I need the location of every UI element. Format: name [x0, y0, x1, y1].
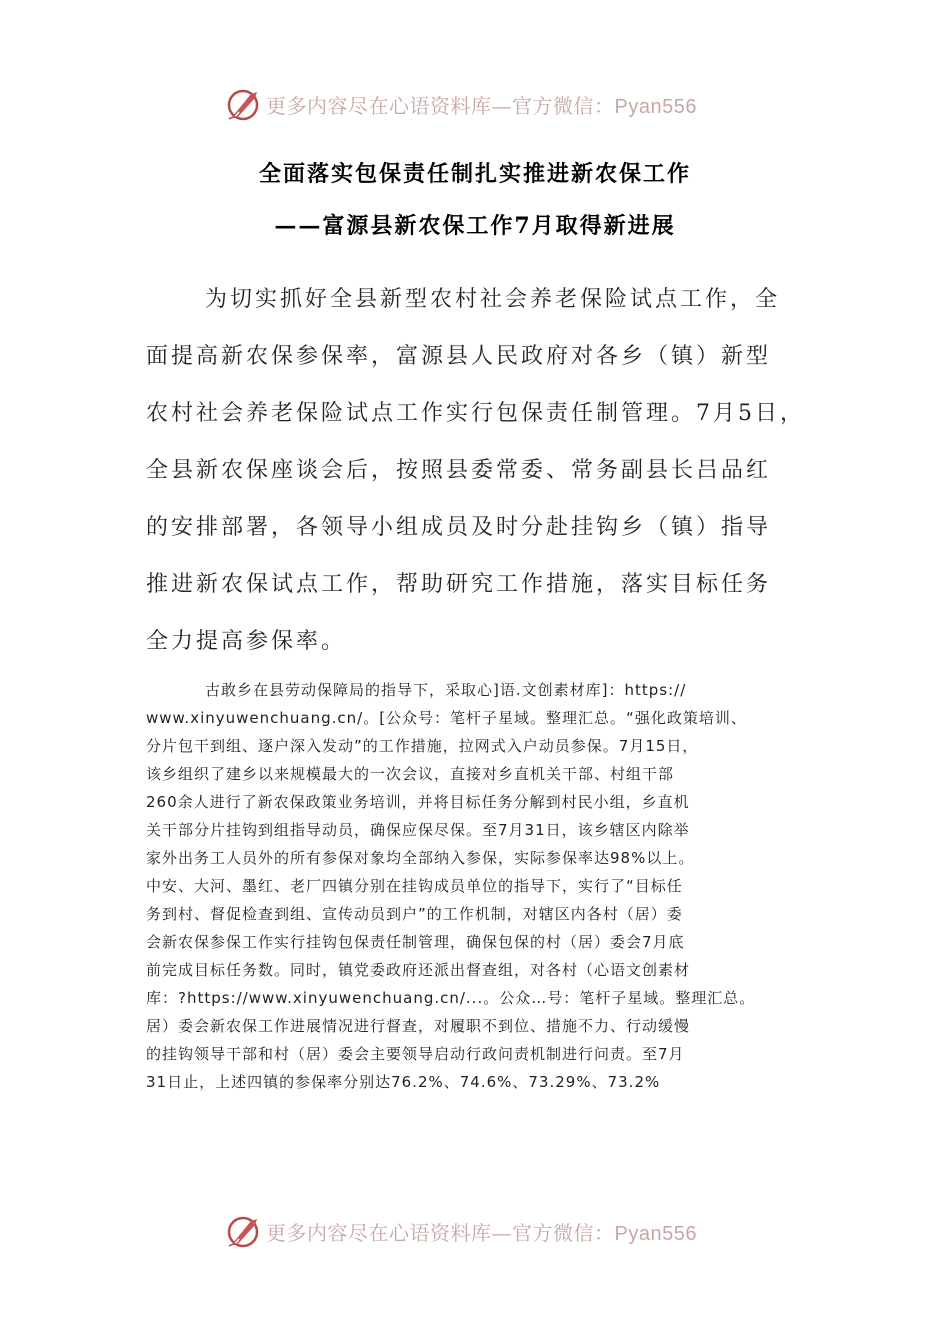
body-paragraph-line: 库：?https://www.xinyuwenchuang.cn/...。公众…号：笔杆子星域。整理汇总。: [146, 989, 756, 1007]
footer-banner: [0, 1211, 950, 1251]
wechat-id: Pyan556: [614, 1223, 697, 1245]
body-paragraph-line: 家外出务工人员外的所有参保对象均全部纳入参保，实际参保率达98%以上。: [146, 849, 695, 867]
pen-nib-logo-icon: [225, 1213, 263, 1249]
body-paragraph-line: 260余人进行了新农保政策业务培训，并将目标任务分解到村民小组，乡直机: [146, 793, 690, 811]
header-banner: [0, 84, 950, 124]
lead-paragraph-line: 的安排部署，各领导小组成员及时分赴挂钩乡（镇）指导: [146, 515, 772, 540]
body-paragraph-line: 中安、大河、墨红、老厂四镇分别在挂钩成员单位的指导下，实行了“目标任: [146, 877, 683, 895]
body-paragraph-line: www.xinyuwenchuang.cn/。[公众号：笔杆子星域。整理汇总。“强化政策培训、: [146, 709, 747, 727]
body-paragraph-line: 31日止，上述四镇的参保率分别达76.2%、74.6%、73.29%、73.2%: [146, 1073, 661, 1091]
lead-paragraph-line: 全县新农保座谈会后，按照县委常委、常务副县长吕品红: [146, 458, 772, 483]
body-paragraph-line: 会新农保参保工作实行挂钩包保责任制管理，确保包保的村（居）委会7月底: [146, 933, 685, 951]
body-paragraph-line: 关干部分片挂钩到组指导动员，确保应保尽保。至7月31日，该乡辖区内除举: [146, 821, 690, 839]
page-title: 全面落实包保责任制扎实推进新农保工作: [258, 161, 691, 187]
lead-paragraph-line: 推进新农保试点工作，帮助研究工作措施，落实目标任务: [146, 572, 772, 597]
lead-paragraph-line: 全力提高参保率。: [146, 629, 347, 654]
body-paragraph-line: 古敢乡在县劳动保障局的指导下，采取心]语.文创素材库]：https://: [205, 681, 687, 699]
body-paragraph-line: 居）委会新农保工作进展情况进行督查，对履职不到位、措施不力、行动缓慢: [146, 1017, 691, 1035]
body-paragraph-line: 的挂钩领导干部和村（居）委会主要领导启动行政问责机制进行问责。至7月: [146, 1045, 685, 1063]
banner-text: 更多内容尽在心语资料库—官方微信：Pyan556: [266, 94, 697, 118]
page-subtitle: ——富源县新农保工作7月取得新进展: [274, 213, 676, 239]
body-paragraph-line: 务到村、督促检查到组、宣传动员到户”的工作机制，对辖区内各村（居）委: [146, 905, 683, 923]
lead-paragraph-line: 为切实抓好全县新型农村社会养老保险试点工作，全: [205, 287, 781, 312]
banner-text: 更多内容尽在心语资料库—官方微信：Pyan556: [266, 1221, 697, 1245]
body-paragraph-line: 该乡组织了建乡以来规模最大的一次会议，直接对乡直机关干部、村组干部: [146, 765, 675, 783]
wechat-id: Pyan556: [614, 96, 697, 118]
lead-paragraph-line: 面提高新农保参保率，富源县人民政府对各乡（镇）新型: [146, 344, 772, 369]
lead-paragraph-line: 农村社会养老保险试点工作实行包保责任制管理。7月5日，: [146, 401, 805, 426]
body-paragraph-line: 前完成目标任务数。同时，镇党委政府还派出督查组，对各村（心语文创素材: [146, 961, 691, 979]
pen-nib-logo-icon: [225, 86, 263, 122]
body-paragraph-line: 分片包干到组、逐户深入发动”的工作措施，拉网式入户动员参保。7月15日，: [146, 737, 699, 755]
